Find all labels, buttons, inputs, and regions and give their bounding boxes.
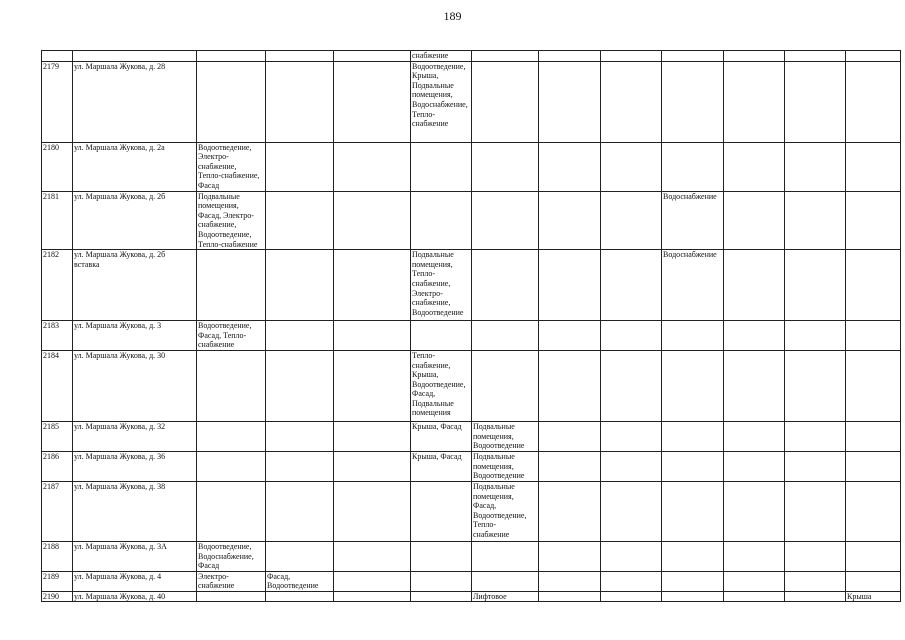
carryover-cell: снабжение [411, 51, 472, 62]
table-cell [785, 481, 846, 541]
work-cell: Подвальные помещения, Водоотведение [472, 451, 539, 481]
row-number: 2181 [42, 191, 73, 250]
table-cell [42, 51, 73, 62]
row-number: 2187 [42, 481, 73, 541]
table-cell [662, 51, 724, 62]
table-cell [601, 481, 662, 541]
row-number: 2182 [42, 250, 73, 321]
table-cell [846, 51, 901, 62]
table-cell [334, 321, 411, 351]
row-address: ул. Маршала Жукова, д. 40 [73, 591, 197, 602]
table-row [42, 142, 901, 191]
table-cell [601, 51, 662, 62]
work-cell: Водоотведение, Водоснабжение, Фасад [197, 541, 266, 571]
row-address: ул. Маршала Жукова, д. 38 [73, 481, 197, 541]
row-number: 2180 [42, 142, 73, 191]
table-cell [197, 591, 266, 602]
table-cell [539, 51, 601, 62]
table-cell [539, 61, 601, 142]
table-cell [601, 350, 662, 421]
table-cell [846, 481, 901, 541]
table-cell [266, 250, 334, 321]
table-cell [724, 571, 785, 591]
table-cell [539, 591, 601, 602]
table-cell [846, 250, 901, 321]
table-cell [472, 250, 539, 321]
table-cell [601, 571, 662, 591]
work-cell: Фасад, Водоотведение [266, 571, 334, 591]
row-address: ул. Маршала Жукова, д. 28 [73, 61, 197, 142]
work-cell: Тепло- снабжение, Крыша, Водоотведение, Фасад, Подвальные помещения [411, 350, 472, 421]
table-cell [266, 481, 334, 541]
table-cell [662, 571, 724, 591]
table-cell [785, 191, 846, 250]
table-cell [724, 321, 785, 351]
table-cell [334, 591, 411, 602]
table-row [42, 571, 901, 591]
row-number: 2179 [42, 61, 73, 142]
row-address: ул. Маршала Жукова, д. 2а [73, 142, 197, 191]
table-row [42, 321, 901, 351]
table-cell [472, 571, 539, 591]
table-cell [539, 142, 601, 191]
work-cell: Подвальные помещения, Водоотведение [472, 421, 539, 451]
table-cell [662, 142, 724, 191]
table-cell [334, 51, 411, 62]
table-cell [785, 51, 846, 62]
table-cell [539, 451, 601, 481]
table-row [42, 61, 901, 142]
table-cell [846, 191, 901, 250]
work-cell: Подвальные помещения, Фасад, Водоотведение, Тепло- снабжение [472, 481, 539, 541]
table-cell [785, 250, 846, 321]
table-cell [724, 541, 785, 571]
work-cell: Подвальные помещения, Тепло- снабжение, Электро- снабжение, Водоотведение [411, 250, 472, 321]
table-cell [601, 541, 662, 571]
works-table [41, 50, 901, 602]
table-cell [411, 321, 472, 351]
table-cell [662, 481, 724, 541]
table-cell [662, 350, 724, 421]
table-cell [601, 61, 662, 142]
table-cell [334, 350, 411, 421]
table-cell [601, 321, 662, 351]
table-cell [785, 61, 846, 142]
table-cell [785, 541, 846, 571]
work-cell: Электро- снабжение [197, 571, 266, 591]
work-cell: Лифтовое [472, 591, 539, 602]
table-cell [334, 421, 411, 451]
table-cell [724, 481, 785, 541]
table-row [42, 481, 901, 541]
table-cell [785, 571, 846, 591]
table-cell [334, 191, 411, 250]
table-cell [724, 421, 785, 451]
table-cell [266, 350, 334, 421]
table-row [42, 250, 901, 321]
table-cell [472, 350, 539, 421]
table-cell [411, 142, 472, 191]
row-number: 2190 [42, 591, 73, 602]
table-cell [197, 421, 266, 451]
table-cell [662, 451, 724, 481]
row-address: ул. Маршала Жукова, д. 36 [73, 451, 197, 481]
table-row [42, 451, 901, 481]
table-cell [266, 451, 334, 481]
table-cell [539, 421, 601, 451]
carryover-row [42, 51, 901, 62]
table-cell [334, 571, 411, 591]
table-cell [334, 541, 411, 571]
table-cell [539, 350, 601, 421]
work-cell: Крыша [846, 591, 901, 602]
table-cell [197, 61, 266, 142]
table-row [42, 350, 901, 421]
table-cell [472, 61, 539, 142]
table-cell [846, 61, 901, 142]
row-address: ул. Маршала Жукова, д. 30 [73, 350, 197, 421]
row-address: ул. Маршала Жукова, д. 2б [73, 191, 197, 250]
row-number: 2188 [42, 541, 73, 571]
table-cell [724, 250, 785, 321]
table-cell [266, 142, 334, 191]
table-cell [785, 591, 846, 602]
table-cell [472, 321, 539, 351]
table-cell [785, 350, 846, 421]
table-cell [334, 142, 411, 191]
table-cell [846, 541, 901, 571]
table-cell [411, 481, 472, 541]
table-cell [472, 142, 539, 191]
table-cell [411, 191, 472, 250]
table-cell [724, 451, 785, 481]
table-cell [411, 591, 472, 602]
table-cell [601, 591, 662, 602]
table-cell [662, 61, 724, 142]
table-cell [334, 250, 411, 321]
work-cell: Крыша, Фасад [411, 451, 472, 481]
table-cell [197, 250, 266, 321]
row-number: 2186 [42, 451, 73, 481]
table-cell [724, 51, 785, 62]
work-cell: Водоотведение, Фасад, Тепло- снабжение [197, 321, 266, 351]
table-cell [662, 541, 724, 571]
table-cell [266, 61, 334, 142]
table-cell [785, 142, 846, 191]
table-cell [601, 250, 662, 321]
table-cell [266, 591, 334, 602]
table-cell [266, 191, 334, 250]
table-cell [197, 451, 266, 481]
table-row [42, 191, 901, 250]
table-cell [846, 321, 901, 351]
table-row [42, 421, 901, 451]
row-address: ул. Маршала Жукова, д. 4 [73, 571, 197, 591]
table-cell [662, 421, 724, 451]
table-cell [539, 191, 601, 250]
row-number: 2189 [42, 571, 73, 591]
table-cell [724, 191, 785, 250]
table-cell [266, 421, 334, 451]
row-address: ул. Маршала Жукова, д. 32 [73, 421, 197, 451]
table-cell [197, 51, 266, 62]
row-address: ул. Маршала Жукова, д. 3 [73, 321, 197, 351]
table-cell [846, 350, 901, 421]
table-cell [197, 350, 266, 421]
work-cell: Водоснабжение [662, 191, 724, 250]
table-cell [411, 541, 472, 571]
work-cell: Крыша, Фасад [411, 421, 472, 451]
table-cell [785, 321, 846, 351]
row-number: 2183 [42, 321, 73, 351]
table-cell [846, 421, 901, 451]
table-cell [846, 142, 901, 191]
table-cell [601, 421, 662, 451]
table-cell [266, 541, 334, 571]
table-cell [601, 191, 662, 250]
table-cell [601, 142, 662, 191]
work-cell: Водоотведение, Электро- снабжение, Тепло-снабжение, Фасад [197, 142, 266, 191]
table-cell [724, 350, 785, 421]
table-cell [334, 451, 411, 481]
table-cell [472, 541, 539, 571]
table-cell [334, 61, 411, 142]
row-address: ул. Маршала Жукова, д. 2б вставка [73, 250, 197, 321]
table-cell [724, 61, 785, 142]
table-cell [411, 571, 472, 591]
page-number: 189 [443, 9, 462, 23]
table-cell [539, 571, 601, 591]
table-cell [724, 591, 785, 602]
table-row [42, 591, 901, 602]
table-cell [662, 591, 724, 602]
table-cell [266, 321, 334, 351]
table-cell [539, 321, 601, 351]
work-cell: Водоснабжение [662, 250, 724, 321]
table-row [42, 541, 901, 571]
table-cell [662, 321, 724, 351]
table-cell [73, 51, 197, 62]
table-cell [539, 481, 601, 541]
table-cell [334, 481, 411, 541]
table-cell [197, 481, 266, 541]
row-number: 2184 [42, 350, 73, 421]
work-cell: Подвальные помещения, Фасад, Электро- снабжение, Водоотведение, Тепло-снабжение [197, 191, 266, 250]
table-cell [539, 250, 601, 321]
table-cell [785, 451, 846, 481]
table-cell [785, 421, 846, 451]
table-cell [846, 451, 901, 481]
work-cell: Водоотведение, Крыша, Подвальные помещения, Водоснабжение, Тепло- снабжение [411, 61, 472, 142]
table-cell [846, 571, 901, 591]
table-cell [601, 451, 662, 481]
table-cell [724, 142, 785, 191]
table-cell [539, 541, 601, 571]
table-cell [472, 191, 539, 250]
row-number: 2185 [42, 421, 73, 451]
table-cell [472, 51, 539, 62]
table-cell [266, 51, 334, 62]
row-address: ул. Маршала Жукова, д. 3А [73, 541, 197, 571]
